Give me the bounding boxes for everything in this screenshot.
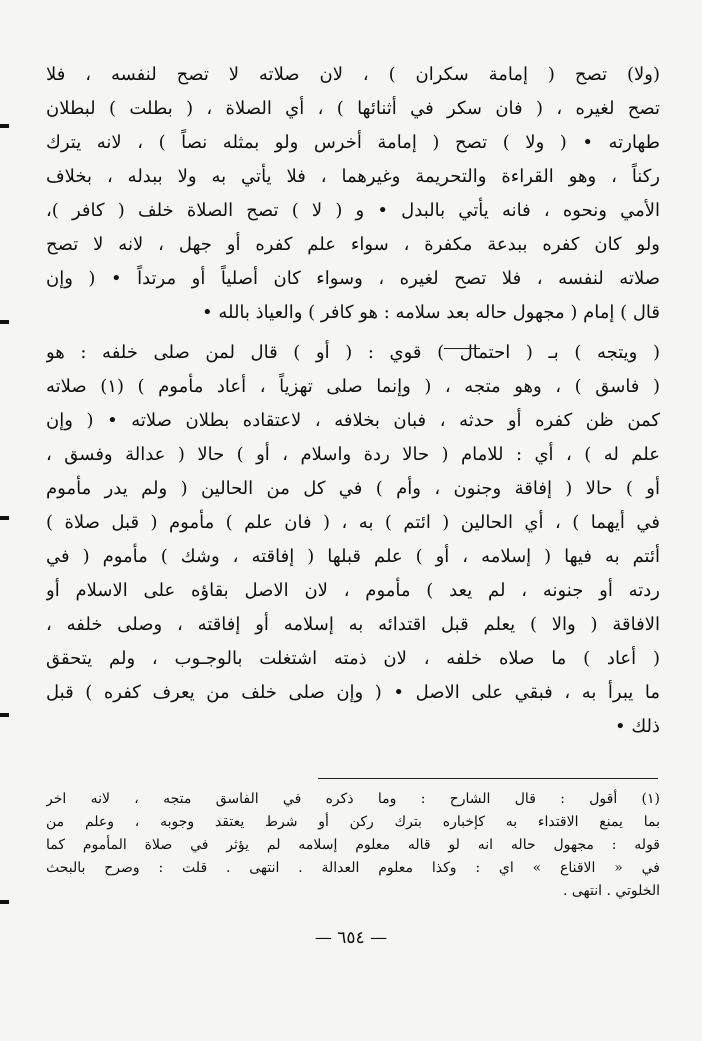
text-line: ( أعاد ) ما صلاه خلفه ، لان ذمته اشتغلت بالوجـوب ، ولم يتحقق <box>46 648 660 669</box>
margin-mark <box>0 124 9 128</box>
text-line: (ولا) تصح ( إمامة سكران ) ، لان صلاته لا تصح لنفسه ، فلا <box>46 64 660 85</box>
text-line: تصح لغيره ، ( فان سكر في أثنائها ) ، أي الصلاة ، ( بطلت ) لبطلان <box>46 98 660 119</box>
text-line: الافاقة ( والا ) يعلم قبل اقتدائه به إسلامه أو إفاقته ، وصلى خلفه ، <box>46 614 660 635</box>
text-line: ركناً ، وهو القراءة والتحريمة وغيرهما ، فلا يأتي به ولا ببدله ، بخلاف <box>46 166 660 187</box>
main-text <box>46 58 660 744</box>
footnote-line: في « الاقناع » اي : وكذا معلوم العدالة . انتهى . قلت : وصرح بالبحث <box>46 860 660 876</box>
text-line: أو ) حالا ( إفاقة وجنون ، وأم ) في كل من الحالين ( ولم يدر مأموم <box>46 478 660 499</box>
paragraph-2 <box>46 336 660 744</box>
text-line: صلاته لنفسه ، فلا تصح لغيره ، وسواء كان أصلياً أو مرتداً • ( وإن <box>46 268 660 289</box>
footnote-line: قوله : مجهول حاله انه لو قاله معلوم إسلامه لم يؤثر في صلاة المأموم كما <box>46 837 660 853</box>
text-line: ذلك • <box>614 716 660 737</box>
margin-mark <box>0 516 9 520</box>
text-line: الأمي ونحوه ، فانه يأتي بالبدل • و ( لا ) تصح الصلاة خلف ( كافر )، <box>46 200 660 221</box>
text-line: كمن ظن كفره أو حدثه ، فبان بخلافه ، لاعتقاده بطلان صلاته • ( وإن <box>46 410 660 431</box>
page-number: — ٦٥٤ — <box>314 928 388 948</box>
text-line: ولو كان كفره ببدعة مكفرة ، سواء علم كفره أو جهل ، لانه لا تصح <box>46 234 660 255</box>
text-line: أئتم به فيها ( إسلامه ، أو ) علم قبلها ( إفاقته ، وشك ) مأموم ( في <box>46 546 660 567</box>
margin-mark <box>0 320 9 324</box>
footnote-line: (١) أقول : قال الشارح : وما ذكره في الفاسق متجه ، لانه اخر <box>46 791 660 807</box>
margin-mark <box>0 900 9 904</box>
footnote-line: بما يمنع الاقتداء به كإخباره بترك ركن أو شرط يعتقد وجوبه ، وعلم من <box>46 814 660 830</box>
footnote <box>46 788 660 903</box>
text-line: في أيهما ) ، أي الحالين ( ائتم ) به ، ( فان علم ) مأموم ( قبل صلاة ) <box>46 512 660 533</box>
text-line: ( ويتجه ) بـ ( احتمال ) قوي : ( أو ) قال لمن صلى خلفه : هو <box>46 342 660 363</box>
footnote-line: الخلوتي . انتهى . <box>562 883 660 899</box>
text-line: ردته أو جنونه ، لم يعد ) مأموم ، لان الاصل بقاؤه على الاسلام أو <box>46 580 660 601</box>
footnote-separator <box>318 778 658 779</box>
text-line: طهارته • ( ولا ) تصح ( إمامة أخرس ولو بمثله نصاً ) ، لانه يترك <box>46 132 660 153</box>
paragraph-1 <box>46 58 660 330</box>
text-line: قال ) إمام ( مجهول حاله بعد سلامه : هو كافر ) والعياذ بالله • <box>202 302 660 323</box>
text-line: ما يبرأ به ، فبقي على الاصل • ( وإن صلى خلف من يعرف كفره ) قبل <box>46 682 660 703</box>
text-line: ( فاسق ) ، وهو متجه ، ( وإنما صلى تهزياً ، أعاد مأموم ) (١) صلاته <box>46 376 660 397</box>
word-overline <box>444 348 480 349</box>
text-line: علم له ) ، أي : للامام ( حالا ردة واسلام ، أو ) حالا ( عدالة وفسق ، <box>46 444 660 465</box>
margin-mark <box>0 713 9 717</box>
